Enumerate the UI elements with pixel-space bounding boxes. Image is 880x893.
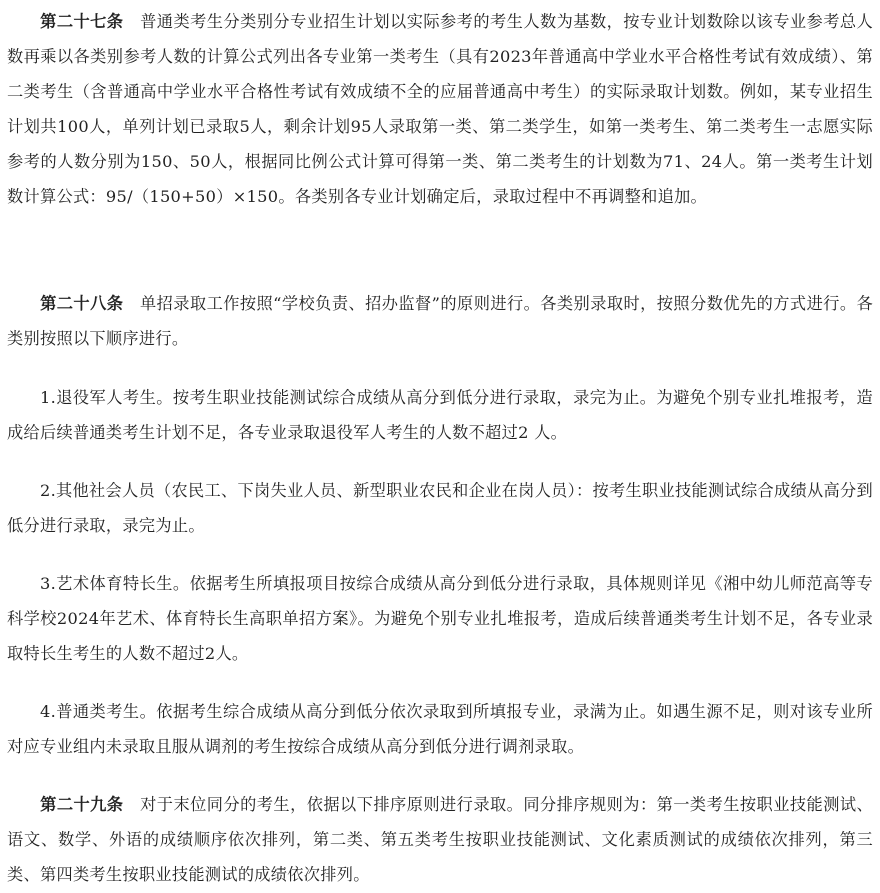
list-item-4 bbox=[7, 694, 873, 764]
article-28-heading: 第二十八条 bbox=[39, 294, 124, 313]
article-29-heading: 第二十九条 bbox=[39, 795, 124, 814]
article-29-paragraph bbox=[7, 787, 873, 892]
article-27-text: 普通类考生分类别分专业招生计划以实际参考的考生人数为基数，按专业计划数除以该专业参考总人数再乘以各类别参考人数的计算公式列出各专业第一类考生（具有2023年普通高中学业水平合格性考试有效成绩）、第二类考生（含普通高中学业水平合格性考试有效成绩不全的应届普通高中考生）的实际录取计划数。例如，某专业招生计划共100人，单列计划已录取5人，剩余计划95人录取第一类、第二类学生，如第一类考生、第二类考生一志愿实际参考的人数分别为150、50人，根据同比例公式计算可得第一类、第二类考生的计划数为71、24人。第一类考生计划数计算公式：95/（150+50）×150。各类别各专业计划确定后，录取过程中不再调整和追加。 bbox=[7, 12, 874, 206]
list-item-3 bbox=[7, 566, 873, 671]
article-27-heading: 第二十七条 bbox=[39, 12, 124, 31]
article-28-text: 单招录取工作按照“学校负责、招办监督”的原则进行。各类别录取时，按照分数优先的方式进行。各类别按照以下顺序进行。 bbox=[7, 294, 873, 348]
article-28-paragraph bbox=[7, 286, 873, 356]
list-item-3-text: 3.艺术体育特长生。依据考生所填报项目按综合成绩从高分到低分进行录取，具体规则详见《湘中幼儿师范高等专科学校2024年艺术、体育特长生高职单招方案》。为避免个别专业扎堆报考，造成后续普通类考生计划不足，各专业录取特长生考生的人数不超过2人。 bbox=[7, 574, 873, 663]
list-item-1-text: 1.退役军人考生。按考生职业技能测试综合成绩从高分到低分进行录取，录完为止。为避免个别专业扎堆报考，造成给后续普通类考生计划不足，各专业录取退役军人考生的人数不超过2 人。 bbox=[7, 388, 873, 442]
article-27-paragraph bbox=[7, 4, 873, 214]
list-item-2 bbox=[7, 473, 873, 543]
list-item-2-text: 2.其他社会人员（农民工、下岗失业人员、新型职业农民和企业在岗人员）：按考生职业技能测试综合成绩从高分到低分进行录取，录完为止。 bbox=[7, 481, 873, 535]
list-item-1 bbox=[7, 380, 873, 450]
list-item-4-text: 4.普通类考生。依据考生综合成绩从高分到低分依次录取到所填报专业，录满为止。如遇生源不足，则对该专业所对应专业组内未录取且服从调剂的考生按综合成绩从高分到低分进行调剂录取。 bbox=[7, 702, 873, 756]
article-29-text: 对于末位同分的考生，依据以下排序原则进行录取。同分排序规则为：第一类考生按职业技能测试、语文、数学、外语的成绩顺序依次排列，第二类、第五类考生按职业技能测试、文化素质测试的成绩依次排列，第三类、第四类考生按职业技能测试的成绩依次排列。 bbox=[7, 795, 874, 884]
